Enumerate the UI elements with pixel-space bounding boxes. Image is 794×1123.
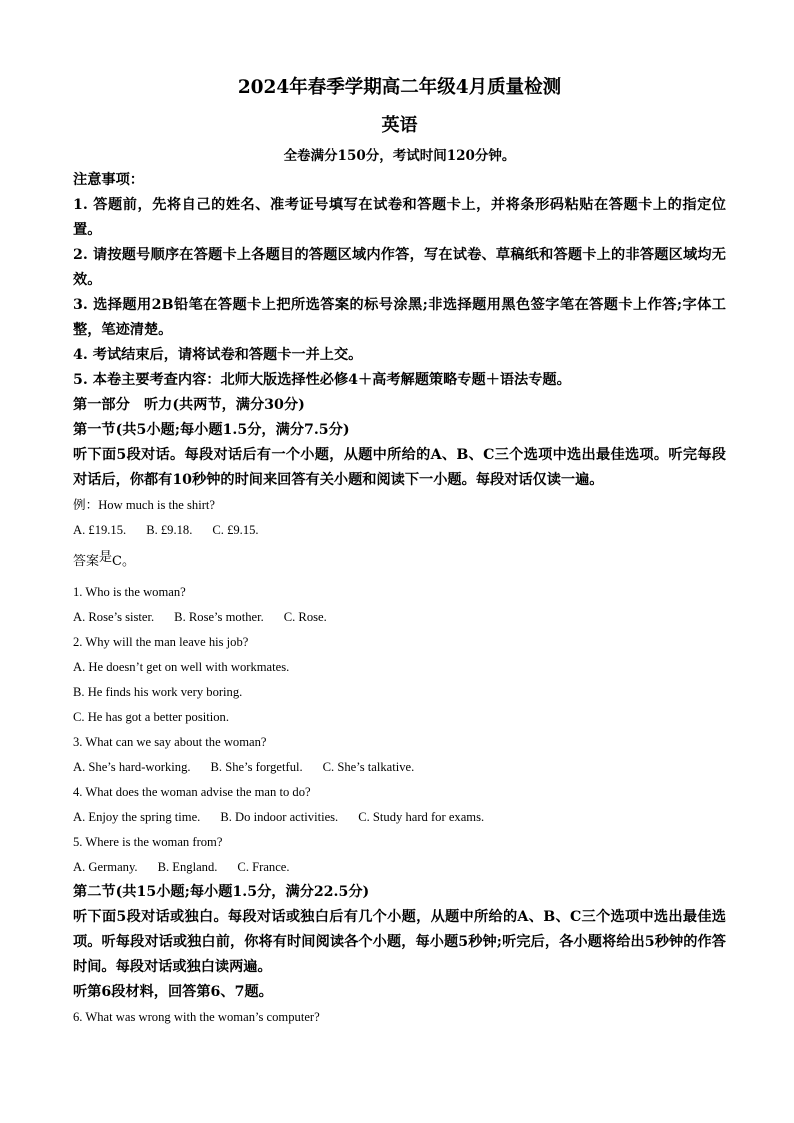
section2-heading: 第二节(共15小题;每小题1.5分，满分22.5分) — [73, 884, 370, 900]
option: A. £19.15. — [73, 523, 127, 537]
option: C. France. — [237, 860, 290, 874]
option: C. Rose. — [283, 610, 327, 624]
option: A. He doesn’t get on well with workmates. — [73, 660, 290, 674]
part1-heading: 第一部分 听力(共两节，满分30分) — [73, 397, 305, 413]
section1-heading: 第一节(共5小题;每小题1.5分，满分7.5分) — [73, 422, 350, 438]
option: A. Rose’s sister. — [73, 610, 155, 624]
example-question: 例：How much is the shirt? — [73, 498, 216, 512]
question: 5. Where is the woman from? — [73, 835, 223, 849]
question: 4. What does the woman advise the man to do? — [73, 785, 311, 799]
subject-title: 英语 — [381, 115, 418, 136]
question: 3. What can we say about the woman? — [73, 735, 267, 749]
note-item: 1. 答题前，先将自己的姓名、准考证号填写在试卷和答题卡上，并将条形码粘贴在答题卡上的指定位置。 — [73, 197, 726, 238]
question: 2. Why will the man leave his job? — [73, 635, 249, 649]
note-item: 5. 本卷主要考查内容：北师大版选择性必修4＋高考解题策略专题＋语法专题。 — [73, 372, 571, 388]
option: B. England. — [157, 860, 218, 874]
question-options — [73, 605, 726, 630]
option: B. He finds his work very boring. — [73, 685, 243, 699]
option: C. He has got a better position. — [73, 710, 229, 724]
option: C. She’s talkative. — [322, 760, 415, 774]
note-item: 3. 选择题用2B铅笔在答题卡上把所选答案的标号涂黑;非选择题用黑色签字笔在答题卡上作答;字体工整，笔迹清楚。 — [73, 297, 726, 338]
notes-section — [73, 168, 726, 393]
option: A. Enjoy the spring time. — [73, 810, 201, 824]
option: B. She’s forgetful. — [210, 760, 303, 774]
material-heading: 听第6段材料，回答第6、7题。 — [73, 984, 273, 1000]
section2-instructions: 听下面5段对话或独白。每段对话或独白后有几个小题，从题中所给的A、B、C三个选项中选出最佳选项。听每段对话或独白前，你将有时间阅读各个小题，每小题5秒钟;听完后，各小题将给出5秒钟的作答时间。每段对话或独白读两遍。 — [73, 909, 726, 975]
option: A. Germany. — [73, 860, 138, 874]
option: C. Study hard for exams. — [358, 810, 485, 824]
option: C. £9.15. — [212, 523, 259, 537]
question: 6. What was wrong with the woman’s computer? — [73, 1010, 320, 1024]
notes-heading: 注意事项： — [73, 172, 144, 188]
option: B. Rose’s mother. — [174, 610, 264, 624]
option: B. Do indoor activities. — [220, 810, 339, 824]
note-item: 2. 请按题号顺序在答题卡上各题目的答题区域内作答，写在试卷、草稿纸和答题卡上的非答题区域均无效。 — [73, 247, 726, 288]
note-item: 4. 考试结束后，请将试卷和答题卡一并上交。 — [73, 347, 363, 363]
example-options — [73, 518, 726, 543]
question-options — [73, 805, 726, 830]
example-answer: 答案是C。 — [73, 550, 135, 569]
question: 1. Who is the woman? — [73, 585, 186, 599]
question-options — [73, 755, 726, 780]
exam-title: 2024年春季学期高二年级4月质量检测 — [237, 77, 562, 98]
option: A. She’s hard-working. — [73, 760, 191, 774]
question-options — [73, 855, 726, 880]
exam-info: 全卷满分150分，考试时间120分钟。 — [283, 148, 516, 164]
section1-instructions: 听下面5段对话。每段对话后有一个小题，从题中所给的A、B、C三个选项中选出最佳选项。听完每段对话后，你都有10秒钟的时间来回答有关小题和阅读下一小题。每段对话仅读一遍。 — [73, 447, 726, 488]
part1-section — [73, 393, 726, 1030]
option: B. £9.18. — [146, 523, 193, 537]
